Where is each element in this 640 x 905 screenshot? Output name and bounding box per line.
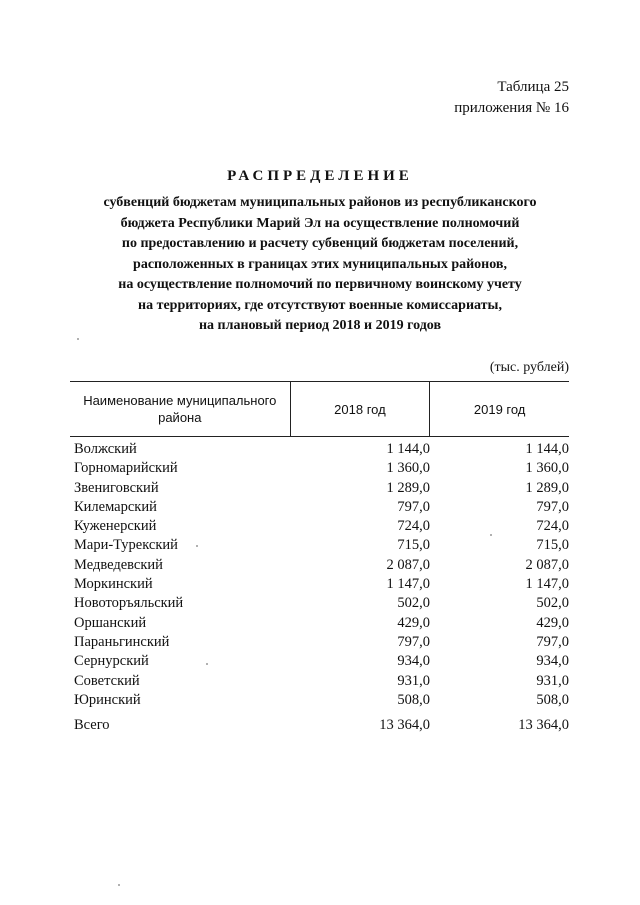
value-2018: 429,0 (397, 614, 430, 631)
value-2019: 502,0 (536, 595, 569, 612)
value-2019: 797,0 (536, 498, 569, 515)
value-2018: 508,0 (397, 691, 430, 708)
district-name: Новоторъяльский (74, 595, 184, 612)
column-header-2018: 2018 год (291, 382, 431, 436)
value-2019: 724,0 (536, 518, 569, 535)
value-2019: 1 144,0 (525, 441, 569, 457)
subtitle-line: бюджета Республики Марий Эл на осуществление полномочий (120, 215, 520, 231)
value-2018: 1 147,0 (386, 576, 430, 593)
value-2018: 502,0 (397, 595, 430, 612)
table-row (70, 672, 569, 691)
subtitle-line: расположенных в границах этих муниципальных районов, (133, 256, 507, 272)
district-name: Волжский (74, 441, 137, 457)
distribution-table (70, 381, 569, 735)
table-row (70, 691, 569, 710)
column-header-district: Наименование муниципального района (70, 382, 291, 436)
total-2018: 13 364,0 (379, 717, 430, 734)
value-2018: 931,0 (397, 672, 430, 689)
district-name: Советский (74, 672, 140, 689)
table-number: Таблица 25 (497, 79, 569, 95)
table-row (70, 652, 569, 671)
units-label: (тыс. рублей) (489, 360, 569, 375)
table-row (70, 517, 569, 536)
table-row (70, 556, 569, 575)
district-name: Оршанский (74, 614, 147, 631)
table-total-row (70, 716, 569, 735)
document-title: РАСПРЕДЕЛЕНИЕ (227, 168, 413, 184)
scan-speck (196, 545, 198, 547)
district-name: Горномарийский (74, 460, 178, 477)
value-2019: 934,0 (536, 653, 569, 670)
subtitle-line: по предоставлению и расчету субвенций бюджетам поселений, (121, 236, 519, 251)
district-name: Звениговский (74, 479, 159, 496)
subtitle-line: субвенций бюджетам муниципальных районов из республиканского (103, 195, 537, 210)
scan-speck (206, 663, 208, 665)
value-2018: 2 087,0 (386, 556, 430, 573)
scan-speck (490, 534, 492, 536)
value-2019: 1 289,0 (525, 479, 569, 496)
total-2019: 13 364,0 (518, 717, 569, 734)
value-2019: 715,0 (536, 537, 569, 554)
value-2019: 508,0 (536, 691, 569, 708)
value-2018: 797,0 (397, 498, 430, 515)
table-row (70, 575, 569, 594)
district-name: Мари-Турекский (74, 537, 178, 554)
scan-speck (118, 884, 120, 886)
subtitle-line: на плановый период 2018 и 2019 годов (198, 318, 442, 333)
table-row (70, 498, 569, 517)
value-2019: 1 360,0 (525, 460, 569, 477)
column-header-2019: 2019 год (473, 401, 526, 417)
table-row (70, 614, 569, 633)
table-row (70, 459, 569, 478)
value-2018: 934,0 (397, 653, 430, 670)
district-name: Параньгинский (74, 633, 170, 650)
document-subtitle (60, 193, 580, 337)
table-row (70, 594, 569, 613)
appendix-number: приложения № 16 (454, 100, 569, 116)
value-2018: 715,0 (397, 537, 430, 554)
value-2019: 2 087,0 (525, 556, 569, 573)
value-2019: 1 147,0 (525, 576, 569, 593)
table-header (70, 381, 569, 437)
district-name: Моркинский (74, 576, 153, 593)
district-name: Килемарский (74, 498, 157, 515)
district-name: Медведевский (74, 556, 163, 573)
table-reference (454, 77, 569, 119)
value-2018: 797,0 (397, 633, 430, 650)
table-body (70, 437, 569, 710)
table-row (70, 440, 569, 459)
total-label: Всего (74, 717, 110, 734)
subtitle-line: на территориях, где отсутствуют военные комиссариаты, (138, 297, 502, 313)
district-name: Юринский (74, 691, 141, 708)
value-2019: 429,0 (536, 614, 569, 631)
value-2018: 1 289,0 (386, 479, 430, 496)
district-name: Куженерский (74, 518, 157, 535)
district-name: Сернурский (74, 653, 149, 670)
value-2018: 1 144,0 (386, 441, 430, 457)
table-row (70, 479, 569, 498)
table-row (70, 536, 569, 555)
value-2018: 724,0 (397, 518, 430, 535)
value-2019: 797,0 (536, 633, 569, 650)
value-2018: 1 360,0 (386, 460, 430, 477)
value-2019: 931,0 (536, 672, 569, 689)
table-row (70, 633, 569, 652)
scan-speck (77, 338, 79, 340)
subtitle-line: на осуществление полномочий по первичному воинскому учету (118, 277, 522, 292)
